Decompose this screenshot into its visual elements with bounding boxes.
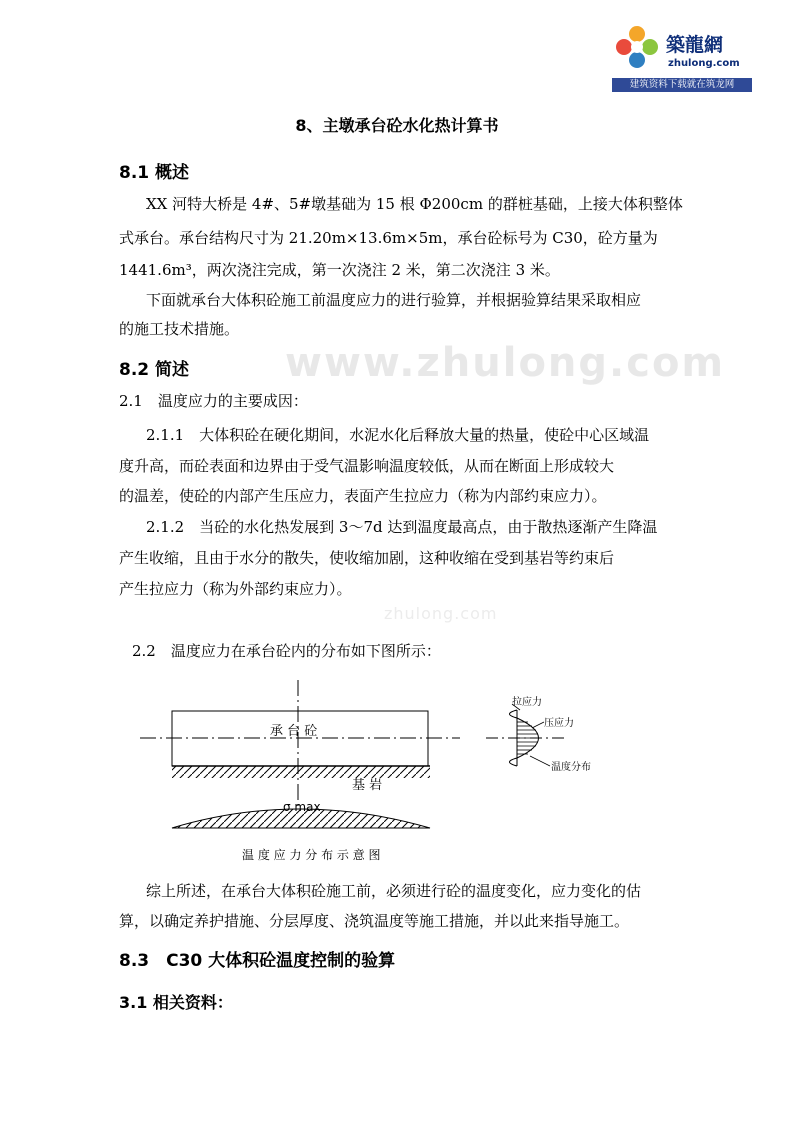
paragraph-line: 的施工技术措施。 — [119, 320, 240, 338]
paragraph-line: 2.1.2 当砼的水化热发展到 3～7d 达到温度最高点，由于散热逐渐产生降温 — [146, 518, 658, 536]
diagram-caption: 温 度 应 力 分 布 示 意 图 — [242, 848, 381, 862]
paragraph-line: 产生拉应力（称为外部约束应力）。 — [119, 580, 352, 598]
temperature-stress-diagram — [0, 670, 794, 870]
item-2-2: 2.2 温度应力在承台砼内的分布如下图所示： — [132, 642, 441, 660]
site-logo — [608, 18, 754, 96]
paragraph-line: 的温差，使砼的内部产生压应力，表面产生拉应力（称为内部约束应力）。 — [119, 487, 607, 505]
watermark-main: www.zhulong.com — [285, 340, 726, 386]
watermark-small: zhulong.com — [384, 604, 498, 623]
paragraph-line: 2.1.1 大体积砼在硬化期间，水泥水化后释放大量的热量，使砼中心区域温 — [146, 426, 650, 444]
logo-slogan: 建筑资料下载就在筑龙网 — [612, 78, 752, 92]
label-bedrock: 基 岩 — [352, 778, 383, 793]
paragraph-line: 算，以确定养护措施、分层厚度、浇筑温度等施工措施，并以此来指导施工。 — [119, 912, 630, 930]
label-sigma-max: σ max — [283, 800, 321, 814]
section-heading-8-3: 8.3 C30 大体积砼温度控制的验算 — [119, 951, 396, 971]
section-heading-8-2: 8.2 简述 — [119, 360, 190, 380]
bedrock-hatching — [172, 766, 430, 778]
section-heading-3-1: 3.1 相关资料： — [119, 993, 233, 1012]
compression-leader — [532, 722, 544, 728]
compression-hatching — [517, 722, 539, 754]
paragraph-line: 综上所述，在承台大体积砼施工前，必须进行砼的温度变化，应力变化的估 — [146, 882, 642, 900]
label-cap: 承 台 砼 — [270, 724, 318, 739]
paragraph-line: XX 河特大桥是 4#、5#墩基础为 15 根 Φ200cm 的群桩基础，上接大体积整体 — [146, 195, 683, 213]
logo-url: zhulong.com — [668, 58, 740, 69]
logo-name: 築龍網 — [666, 34, 724, 56]
document-title: 8、主墩承台砼水化热计算书 — [295, 116, 499, 135]
paragraph-line: 下面就承台大体积砼施工前温度应力的进行验算，并根据验算结果采取相应 — [146, 291, 642, 309]
label-tension: 拉应力 — [512, 697, 542, 708]
section-heading-8-1: 8.1 概述 — [119, 163, 190, 183]
paragraph-line: 度升高，而砼表面和边界由于受气温影响温度较低，从而在断面上形成较大 — [119, 457, 615, 475]
logo-flower-icon — [614, 24, 660, 70]
label-compression: 压应力 — [544, 718, 574, 729]
paragraph-line: 产生收缩，且由于水分的散失，使收缩加剧，这种收缩在受到基岩等约束后 — [119, 549, 615, 567]
paragraph-line: 1441.6m³，两次浇注完成，第一次浇注 2 米，第二次浇注 3 米。 — [119, 261, 560, 279]
item-2-1: 2.1 温度应力的主要成因： — [119, 392, 308, 410]
paragraph-line: 式承台。承台结构尺寸为 21.20m×13.6m×5m，承台砼标号为 C30，砼方量为 — [119, 229, 658, 247]
label-temperature: 温度分布 — [551, 762, 591, 773]
temperature-leader — [530, 756, 550, 766]
